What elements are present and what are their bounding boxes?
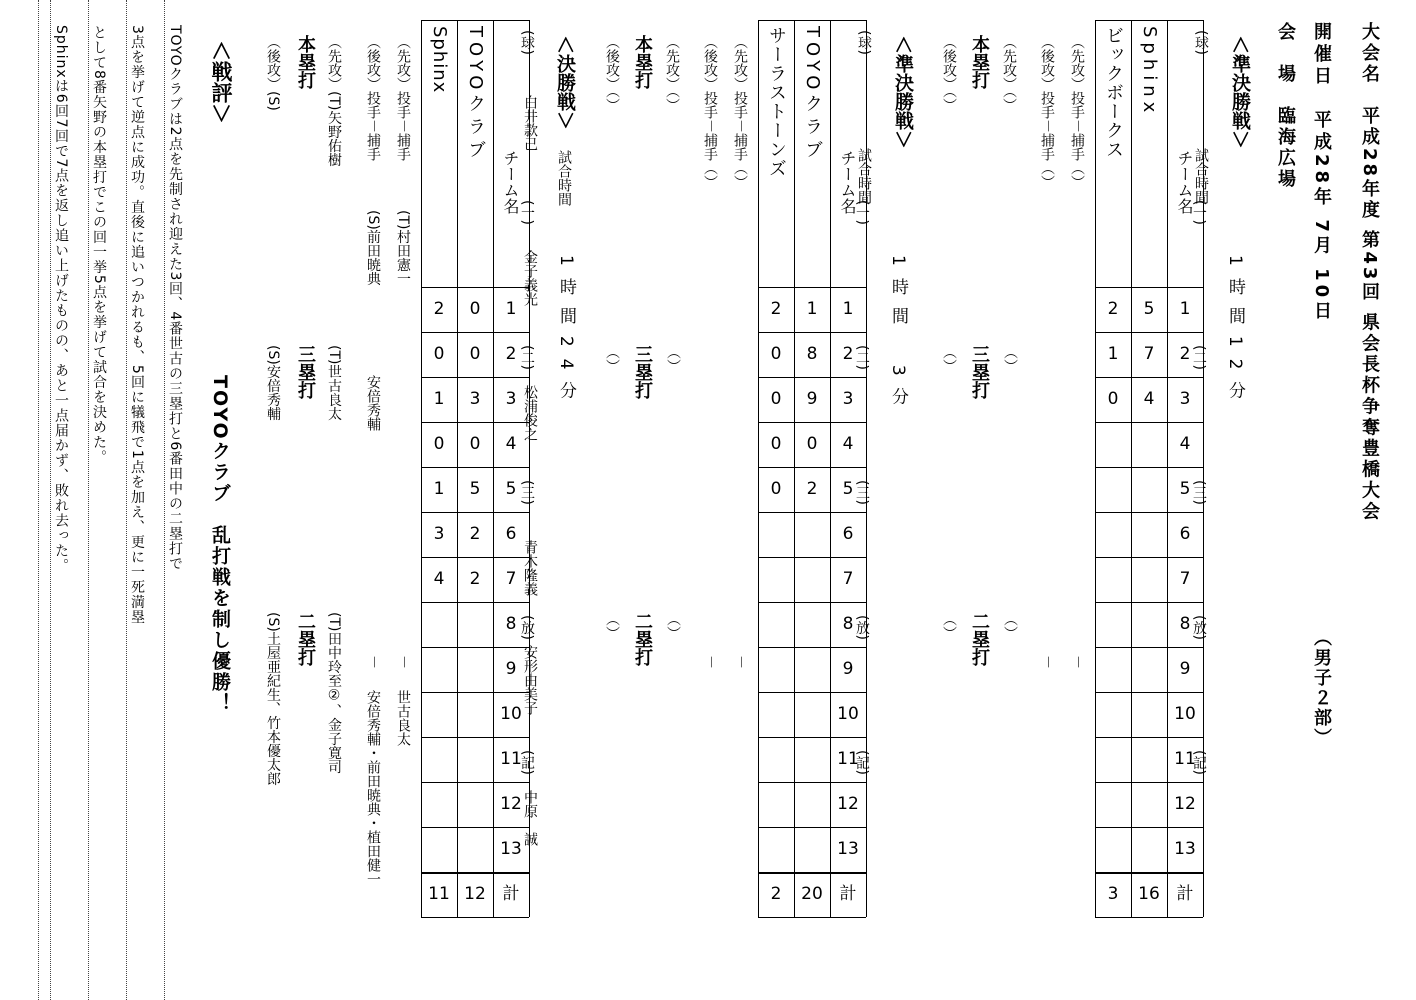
inning-label: 10 bbox=[1174, 704, 1196, 724]
score-cell: 0 bbox=[770, 344, 782, 364]
umpire-role: (三) bbox=[519, 480, 535, 505]
umpire-name: 安形由美子 bbox=[522, 645, 538, 715]
score-cell: 0 bbox=[1107, 389, 1119, 409]
review-headline: TOYOクラブ 乱打戦を制し優勝！ bbox=[209, 375, 231, 714]
total-label: 計 bbox=[1176, 884, 1194, 904]
inning-label: 2 bbox=[842, 344, 854, 364]
hr-home: （先攻）（） bbox=[1001, 35, 1017, 112]
battery-away-pitcher: (S)前田暁典 bbox=[365, 210, 381, 286]
inning-label: 13 bbox=[837, 839, 859, 859]
score-cell: 0 bbox=[469, 344, 481, 364]
inning-label: 7 bbox=[842, 569, 854, 589]
review-line: TOYOクラブは2点を先制され迎えた3回、4番世古の三塁打と6番田中の二塁打で bbox=[167, 25, 183, 572]
round-title: ＜決勝戦＞ bbox=[554, 35, 576, 131]
team-name: ビックボークス bbox=[1103, 26, 1124, 159]
score-cell bbox=[758, 602, 794, 647]
score-cell bbox=[1095, 647, 1131, 692]
ruled-line bbox=[126, 0, 127, 1000]
score-cell bbox=[1095, 602, 1131, 647]
battery-away: （後攻）投手－捕手（） bbox=[1039, 35, 1055, 189]
event-name: 大会名 平成28年度 第43回 県会長杯争奪豊橋大会 bbox=[1359, 22, 1380, 523]
battery-home-catcher: 世古良太 bbox=[395, 690, 411, 746]
battery-dash: － bbox=[365, 655, 381, 669]
inning-label: 1 bbox=[505, 299, 517, 319]
score-cell bbox=[758, 512, 794, 557]
score-cell bbox=[794, 512, 830, 557]
score-cell: 2 bbox=[806, 479, 818, 499]
score-cell: 7 bbox=[1143, 344, 1155, 364]
table-vline bbox=[529, 20, 530, 917]
table-hline bbox=[758, 917, 866, 918]
table-vline bbox=[1203, 20, 1204, 917]
inning-label: 9 bbox=[1179, 659, 1191, 679]
inning-label: 10 bbox=[837, 704, 859, 724]
score-cell: 9 bbox=[806, 389, 818, 409]
score-cell: 1 bbox=[806, 299, 818, 319]
score-cell: 2 bbox=[469, 524, 481, 544]
score-cell: 0 bbox=[770, 434, 782, 454]
inning-label: 8 bbox=[505, 614, 517, 634]
score-cell: 1 bbox=[1107, 344, 1119, 364]
inning-label: 3 bbox=[1179, 389, 1191, 409]
score-cell bbox=[1095, 827, 1131, 872]
umpire-role: (球) bbox=[519, 30, 535, 55]
tr-home: (T)世古良太 bbox=[326, 345, 342, 421]
score-cell bbox=[457, 827, 493, 872]
team-name: Sphinx bbox=[429, 26, 450, 94]
score-cell: 0 bbox=[433, 344, 445, 364]
umpire-label: (二) bbox=[854, 345, 870, 370]
score-cell bbox=[1095, 782, 1131, 827]
umpire-label: (一) bbox=[1191, 200, 1207, 225]
team-name: Sphinx bbox=[1139, 26, 1160, 118]
table-hline bbox=[1095, 20, 1203, 21]
inning-label: 3 bbox=[842, 389, 854, 409]
table-hline bbox=[421, 917, 529, 918]
score-cell: 8 bbox=[806, 344, 818, 364]
duration-value: 1時間24分 bbox=[556, 255, 576, 411]
total-score: 12 bbox=[464, 884, 486, 904]
score-cell bbox=[758, 557, 794, 602]
table-vline bbox=[866, 20, 867, 917]
db-away: （） bbox=[941, 612, 957, 640]
review-line: Sphinxは6回7回で7点を返し追い上げたものの、あと一点届かず、敗れ去った。 bbox=[53, 25, 69, 574]
inning-label: 13 bbox=[500, 839, 522, 859]
score-cell bbox=[794, 557, 830, 602]
tr-title: 三塁打 bbox=[632, 345, 653, 399]
score-cell bbox=[758, 827, 794, 872]
inning-label: 3 bbox=[505, 389, 517, 409]
score-cell bbox=[794, 737, 830, 782]
score-cell bbox=[457, 782, 493, 827]
score-cell: 2 bbox=[433, 299, 445, 319]
score-cell bbox=[1131, 692, 1167, 737]
umpire-label: (二) bbox=[1191, 345, 1207, 370]
inning-label: 7 bbox=[1179, 569, 1191, 589]
battery-dash: － bbox=[395, 655, 411, 669]
total-label: 計 bbox=[839, 884, 857, 904]
ruled-line bbox=[50, 0, 51, 1000]
score-cell bbox=[794, 647, 830, 692]
score-cell bbox=[1131, 512, 1167, 557]
inning-label: 12 bbox=[500, 794, 522, 814]
table-hline bbox=[1095, 917, 1203, 918]
umpire-name: 金子義光 bbox=[522, 250, 538, 306]
inning-label: 10 bbox=[500, 704, 522, 724]
tr-title: 三塁打 bbox=[295, 345, 316, 399]
score-cell bbox=[421, 692, 457, 737]
hr-title: 本塁打 bbox=[632, 35, 653, 89]
inning-label: 4 bbox=[505, 434, 517, 454]
umpire-role: (記) bbox=[519, 750, 535, 775]
score-cell: 2 bbox=[1107, 299, 1119, 319]
inning-label: 6 bbox=[505, 524, 517, 544]
score-cell: 0 bbox=[469, 299, 481, 319]
umpire-label: (記) bbox=[1191, 750, 1207, 775]
table-hline bbox=[758, 20, 866, 21]
team-name: TOYOクラブ bbox=[465, 26, 486, 164]
inning-label: 4 bbox=[1179, 434, 1191, 454]
inning-label: 1 bbox=[1179, 299, 1191, 319]
score-cell bbox=[457, 692, 493, 737]
inning-label: 9 bbox=[842, 659, 854, 679]
inning-label: 11 bbox=[1174, 749, 1196, 769]
umpire-label: (球) bbox=[1193, 30, 1209, 55]
umpire-label: (記) bbox=[854, 750, 870, 775]
umpire-role: (放) bbox=[519, 615, 535, 640]
team-name: TOYOクラブ bbox=[802, 26, 823, 164]
ruled-line bbox=[38, 0, 39, 1000]
duration-label: 試合時間 bbox=[1193, 148, 1209, 204]
total-label: 計 bbox=[502, 884, 520, 904]
score-cell: 0 bbox=[469, 434, 481, 454]
db-title: 二塁打 bbox=[632, 612, 653, 666]
hr-away: （後攻）（） bbox=[941, 35, 957, 112]
tr-away: （） bbox=[941, 345, 957, 373]
score-cell bbox=[1095, 512, 1131, 557]
score-cell bbox=[421, 827, 457, 872]
db-home: (T)田中玲至②、金子寛司 bbox=[326, 612, 342, 774]
score-cell: 5 bbox=[1143, 299, 1155, 319]
inning-label: 2 bbox=[1179, 344, 1191, 364]
inning-label: 11 bbox=[500, 749, 522, 769]
score-cell bbox=[794, 782, 830, 827]
tr-away: （） bbox=[604, 345, 620, 373]
score-cell: 2 bbox=[770, 299, 782, 319]
score-cell bbox=[421, 647, 457, 692]
score-cell bbox=[457, 647, 493, 692]
score-cell: 4 bbox=[1143, 389, 1155, 409]
score-cell: 4 bbox=[433, 569, 445, 589]
total-score: 20 bbox=[801, 884, 823, 904]
inning-label: 8 bbox=[1179, 614, 1191, 634]
score-cell bbox=[1095, 422, 1131, 467]
inning-label: 6 bbox=[842, 524, 854, 544]
battery-away: （後攻）投手－捕手（） bbox=[702, 35, 718, 189]
tr-home: （） bbox=[1002, 345, 1018, 373]
total-score: 2 bbox=[770, 884, 782, 904]
hr-away: （後攻）（） bbox=[604, 35, 620, 112]
score-cell: 2 bbox=[469, 569, 481, 589]
score-cell bbox=[1131, 782, 1167, 827]
hr-title: 本塁打 bbox=[969, 35, 990, 89]
score-cell bbox=[1095, 692, 1131, 737]
score-cell bbox=[1095, 467, 1131, 512]
db-home: （） bbox=[665, 612, 681, 640]
battery-away: （後攻）投手－捕手 bbox=[365, 35, 381, 161]
score-cell bbox=[421, 737, 457, 782]
score-cell bbox=[794, 827, 830, 872]
inning-label: 2 bbox=[505, 344, 517, 364]
inning-label: 4 bbox=[842, 434, 854, 454]
db-title: 二塁打 bbox=[969, 612, 990, 666]
inning-label: 5 bbox=[842, 479, 854, 499]
score-cell bbox=[457, 602, 493, 647]
inning-label: 8 bbox=[842, 614, 854, 634]
hr-title: 本塁打 bbox=[295, 35, 316, 89]
score-cell bbox=[794, 602, 830, 647]
umpire-role: (一) bbox=[519, 200, 535, 225]
umpire-label: (一) bbox=[854, 200, 870, 225]
score-cell bbox=[794, 692, 830, 737]
umpire-name: 中原 誠 bbox=[522, 790, 538, 846]
score-cell bbox=[457, 737, 493, 782]
score-cell bbox=[758, 782, 794, 827]
score-cell: 5 bbox=[469, 479, 481, 499]
score-cell: 1 bbox=[433, 389, 445, 409]
score-cell: 0 bbox=[806, 434, 818, 454]
score-cell bbox=[1095, 557, 1131, 602]
umpire-label: (放) bbox=[1191, 615, 1207, 640]
battery-dash: － bbox=[702, 655, 718, 669]
review-title: ＜戦評＞ bbox=[209, 40, 233, 124]
team-name: サーラストーンズ bbox=[766, 26, 787, 178]
score-cell: 3 bbox=[433, 524, 445, 544]
battery-dash: － bbox=[1069, 655, 1085, 669]
score-cell: 1 bbox=[433, 479, 445, 499]
tr-away: (S)安倍秀輔 bbox=[265, 345, 281, 421]
total-score: 3 bbox=[1107, 884, 1119, 904]
db-home: （） bbox=[1002, 612, 1018, 640]
hr-home: （先攻）(T)矢野佑樹 bbox=[326, 35, 342, 167]
inning-label: 12 bbox=[837, 794, 859, 814]
score-cell bbox=[1131, 422, 1167, 467]
inning-label: 11 bbox=[837, 749, 859, 769]
score-cell: 0 bbox=[770, 479, 782, 499]
ruled-line bbox=[164, 0, 165, 1000]
score-cell bbox=[1131, 467, 1167, 512]
score-cell bbox=[758, 692, 794, 737]
duration-label: 試合時間 bbox=[856, 148, 872, 204]
team-header-label: チーム名 bbox=[501, 150, 520, 214]
score-cell bbox=[1131, 737, 1167, 782]
score-cell: 0 bbox=[433, 434, 445, 454]
event-venue: 会 場 臨海広場 bbox=[1275, 22, 1296, 190]
score-cell bbox=[421, 602, 457, 647]
battery-home-pitcher: (T)村田憲一 bbox=[395, 210, 411, 286]
umpire-label: (球) bbox=[856, 30, 872, 55]
battery-dash: － bbox=[1039, 655, 1055, 669]
db-away: (S)土屋亜紀生、竹本優太郎 bbox=[265, 612, 281, 786]
battery-home: （先攻）投手－捕手（） bbox=[1069, 35, 1085, 189]
duration-value: 1時間 3分 bbox=[888, 255, 908, 417]
tr-home: （） bbox=[665, 345, 681, 373]
inning-label: 5 bbox=[1179, 479, 1191, 499]
team-header-label: チーム名 bbox=[1175, 150, 1194, 214]
inning-label: 13 bbox=[1174, 839, 1196, 859]
battery-dash: － bbox=[732, 655, 748, 669]
score-cell bbox=[1131, 827, 1167, 872]
table-hline bbox=[421, 20, 529, 21]
hr-away: （後攻）(S) bbox=[265, 35, 281, 111]
round-title: ＜準決勝戦＞ bbox=[1229, 35, 1251, 150]
duration-label: 試合時間 bbox=[556, 150, 572, 206]
ruled-line bbox=[88, 0, 89, 1000]
inning-label: 6 bbox=[1179, 524, 1191, 544]
tr-title: 三塁打 bbox=[969, 345, 990, 399]
score-cell: 3 bbox=[469, 389, 481, 409]
review-line: 3点を挙げて逆点に成功。直後に追いつかれるも、5回に犠飛で1点を加え、更に一死満塁 bbox=[129, 25, 145, 625]
score-cell bbox=[1131, 557, 1167, 602]
umpire-label: (三) bbox=[854, 480, 870, 505]
total-score: 11 bbox=[428, 884, 450, 904]
db-away: （） bbox=[604, 612, 620, 640]
battery-away-pitcher2: 安倍秀輔 bbox=[365, 375, 381, 431]
inning-label: 5 bbox=[505, 479, 517, 499]
umpire-name: 青木隆義 bbox=[522, 540, 538, 596]
db-title: 二塁打 bbox=[295, 612, 316, 666]
review-line: として8番矢野の本塁打でこの回一挙5点を挙げて試合を決めた。 bbox=[91, 25, 107, 465]
battery-home: （先攻）投手－捕手（） bbox=[732, 35, 748, 189]
battery-away-catcher: 安倍秀輔・前田暁典・植田健一 bbox=[365, 690, 381, 886]
inning-label: 7 bbox=[505, 569, 517, 589]
score-cell bbox=[1131, 647, 1167, 692]
event-date: 開催日 平成28年 7月 10日 bbox=[1311, 22, 1332, 324]
inning-label: 12 bbox=[1174, 794, 1196, 814]
umpire-name: 松浦俊之 bbox=[522, 385, 538, 441]
umpire-name: 白井款己 bbox=[522, 95, 538, 151]
inning-label: 1 bbox=[842, 299, 854, 319]
duration-value: 1時間12分 bbox=[1225, 255, 1245, 411]
total-score: 16 bbox=[1138, 884, 1160, 904]
score-cell: 0 bbox=[770, 389, 782, 409]
umpire-label: (三) bbox=[1191, 480, 1207, 505]
umpire-role: (二) bbox=[519, 345, 535, 370]
hr-home: （先攻）（） bbox=[664, 35, 680, 112]
score-cell bbox=[421, 782, 457, 827]
division-label: （男子２部） bbox=[1311, 628, 1332, 748]
score-cell bbox=[758, 647, 794, 692]
team-header-label: チーム名 bbox=[838, 150, 857, 214]
score-cell bbox=[758, 737, 794, 782]
score-cell bbox=[1131, 602, 1167, 647]
umpire-label: (放) bbox=[854, 615, 870, 640]
battery-home: （先攻）投手－捕手 bbox=[395, 35, 411, 161]
round-title: ＜準決勝戦＞ bbox=[892, 35, 914, 150]
inning-label: 9 bbox=[505, 659, 517, 679]
score-cell bbox=[1095, 737, 1131, 782]
